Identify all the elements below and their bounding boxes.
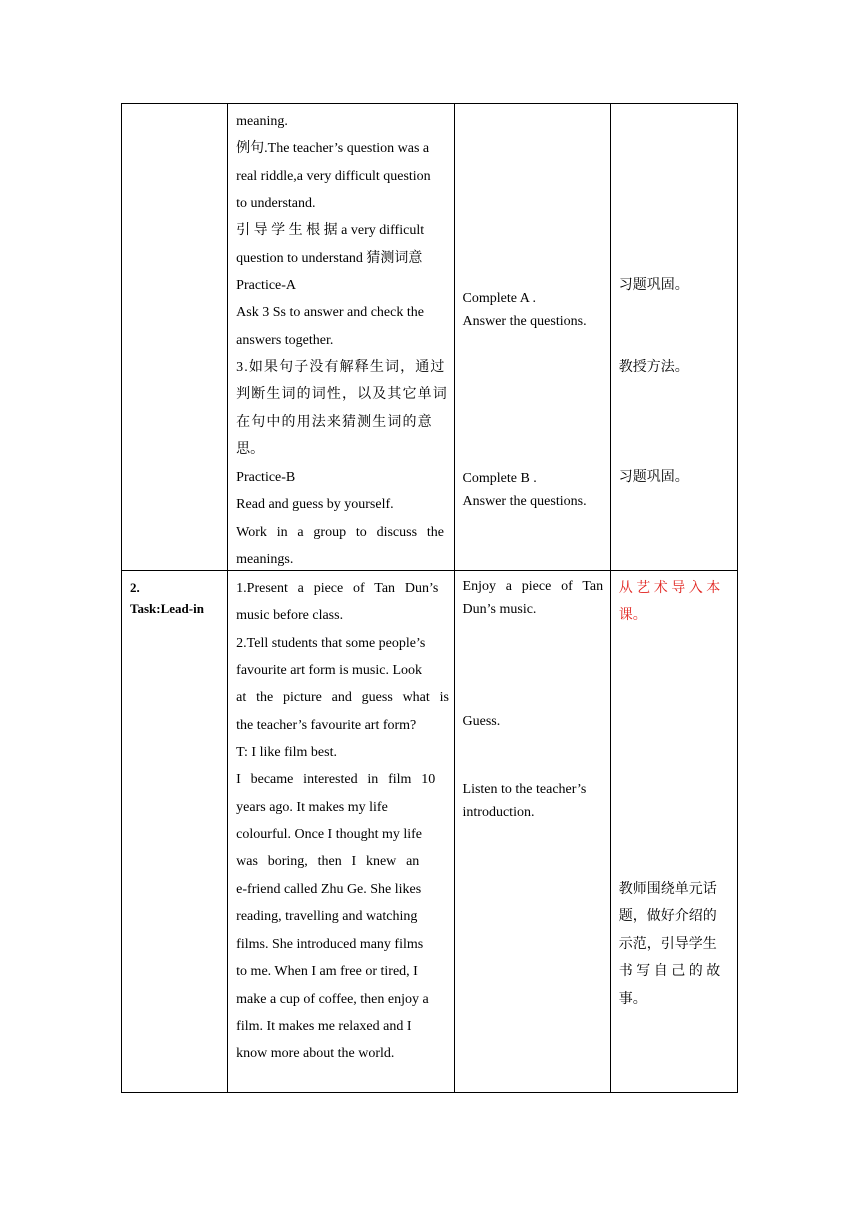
design-intent-cell <box>610 571 737 1093</box>
text-line: films. She introduced many films <box>236 937 424 952</box>
step-cell <box>122 104 228 571</box>
student-activity-cell <box>454 571 610 1093</box>
text-line: Complete A . <box>462 291 537 306</box>
text-line: I became interested in film 10 <box>236 772 436 787</box>
text-line: 在句中的用法来猜测生词的意 <box>236 415 433 430</box>
text-line: Answer the questions. <box>462 314 587 329</box>
text-line: make a cup of coffee, then enjoy a <box>236 992 429 1007</box>
text-line: reading, travelling and watching <box>236 909 418 924</box>
text-line: introduction. <box>462 805 535 820</box>
text-line: 判断生词的词性，以及其它单词 <box>236 387 448 402</box>
student-activity-cell <box>454 104 610 571</box>
text-line: know more about the world. <box>236 1046 395 1061</box>
text-line: Practice-A <box>236 278 297 293</box>
text-line: Practice-B <box>236 470 296 485</box>
text-line: Ask 3 Ss to answer and check the <box>236 305 424 320</box>
text-line: meanings. <box>236 552 294 567</box>
text-line: Work in a group to discuss the <box>236 525 444 540</box>
text-line: 2.Tell students that some people’s <box>236 636 426 651</box>
text-line: 教师围绕单元话 <box>618 882 717 897</box>
text-line: e-friend called Zhu Ge. She likes <box>236 882 422 897</box>
text-line: the teacher’s favourite art form? <box>236 718 417 733</box>
text-line: Complete B . <box>462 471 537 486</box>
text-line: to me. When I am free or tired, I <box>236 964 418 979</box>
table-row <box>122 571 738 1093</box>
text-line: 思。 <box>236 442 265 457</box>
table-row <box>122 104 738 571</box>
text-line: years ago. It makes my life <box>236 800 388 815</box>
text-line: Guess. <box>462 714 501 729</box>
text-line: 教授方法。 <box>618 360 689 375</box>
text-line: 习题巩固。 <box>618 278 689 293</box>
text-line: Listen to the teacher’s <box>462 782 587 797</box>
text-line: 1.Present a piece of Tan Dun’s <box>236 581 439 596</box>
text-line: music before class. <box>236 608 344 623</box>
text-line: Enjoy a piece of Tan <box>462 579 604 594</box>
teacher-activity-cell <box>228 571 454 1093</box>
text-line: 题，做好介绍的 <box>618 909 717 924</box>
text-line: T: I like film best. <box>236 745 337 760</box>
text-line: 书 写 自 己 的 故 <box>618 964 721 979</box>
text-line: answers together. <box>236 333 334 348</box>
text-line: Read and guess by yourself. <box>236 497 394 512</box>
lesson-plan-table <box>121 103 738 1093</box>
step-label: Task:Lead-in <box>130 601 204 616</box>
text-line: 事。 <box>618 992 647 1007</box>
text-line: 例句.The teacher’s question was a <box>236 141 430 156</box>
text-line: 课。 <box>618 608 647 623</box>
text-line: real riddle,a very difficult question <box>236 169 431 184</box>
text-line: 习题巩固。 <box>618 470 689 485</box>
text-line: 示范，引导学生 <box>618 937 717 952</box>
text-line: at the picture and guess what is <box>236 690 449 705</box>
text-line: was boring, then I knew an <box>236 854 420 869</box>
teacher-activity-cell <box>228 104 454 571</box>
text-line: film. It makes me relaxed and I <box>236 1019 412 1034</box>
text-line: to understand. <box>236 196 316 211</box>
text-line: favourite art form is music. Look <box>236 663 423 678</box>
text-line: Answer the questions. <box>462 494 587 509</box>
text-line: colourful. Once I thought my life <box>236 827 423 842</box>
text-line: Dun’s music. <box>462 602 537 617</box>
text-line: 引 导 学 生 根 据 a very difficult <box>236 223 425 238</box>
text-line: 3.如果句子没有解释生词，通过 <box>236 360 446 375</box>
step-number: 2. <box>130 580 140 595</box>
text-line: meaning. <box>236 114 288 129</box>
step-cell <box>122 571 228 1093</box>
text-line: question to understand 猜测词意 <box>236 251 423 266</box>
text-line: 从 艺 术 导 入 本 <box>618 581 721 596</box>
design-intent-cell <box>610 104 737 571</box>
